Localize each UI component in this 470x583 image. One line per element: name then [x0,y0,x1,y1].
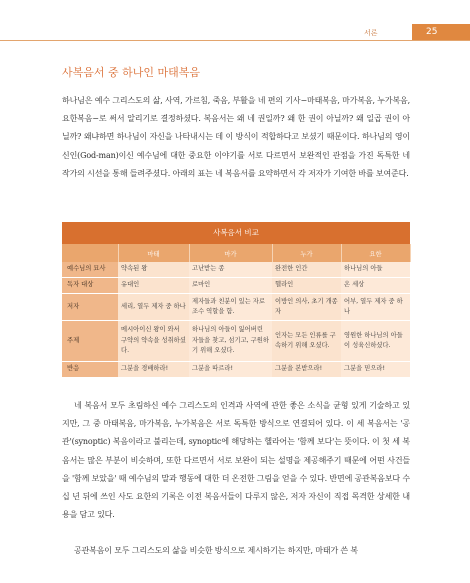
table-cell: 완전한 인간 [272,262,341,278]
table-row [62,321,410,362]
header-divider [0,40,470,41]
column-header-luke: 누가 [272,244,341,262]
table-cell: 세리, 열두 제자 중 하나 [118,294,189,321]
row-label: 저자 [62,294,118,321]
table-header-row [62,244,410,262]
table-cell: 온 세상 [341,278,410,294]
column-header-mark: 마가 [189,244,272,262]
table-cell: 그분을 본받으라! [272,362,341,378]
table-row [62,262,410,278]
table-row [62,362,410,378]
row-label: 독자 대상 [62,278,118,294]
table-cell: 제자들과 친분이 있는 자로 조수 역할을 함. [189,294,272,321]
table-cell: 헬라인 [272,278,341,294]
column-header-blank [62,244,118,262]
paragraph-synoptic: 네 복음서 모두 초림하신 예수 그리스도의 인격과 사역에 관한 좋은 소식을 균형 있게 기술하고 있지만, 그 중 마태복음, 마가복음, 누가복음은 서로 독특한 방식으로 연결되어 있다. 이 세 복음서는 '공관'(synoptic) 복음이라고 불리는데, synoptic에 해당하는 헬라어는 '함께 보다'는 뜻이다. 이 첫 세 복음서는 많은 부분이 비슷하며, 또한 다르면서 서로 보완이 되는 설명을 제공해주기 때문에 어떤 사건들을 '함께 보았을' 때 예수님의 말과 행동에 대한 더 온전한 그림을 얻을 수 있다. 반면에 공관복음보다 수십 년 뒤에 쓰인 사도 요한의 기록은 이전 복음서들이 다루지 않은, 저자 자신이 직접 목격한 상세한 내용을 담고 있다. [62,401,410,520]
table-row [62,278,410,294]
paragraph-continued: 공관복음이 모두 그리스도의 삶을 비슷한 방식으로 제시하기는 하지만, 마태가 쓴 복 [74,546,358,555]
table-cell: 이방인 의사, 초기 개종자 [272,294,341,321]
gospel-comparison-table [62,222,410,378]
table-title: 사복음서 비교 [62,222,410,244]
table-cell: 그분을 따르라! [189,362,272,378]
page-number: 25 [412,24,470,41]
table-cell: 메시아이신 왕이 와서 구약의 약속을 성취하셨다. [118,321,189,362]
running-head-section: 서론 [364,29,378,37]
table-cell: 영원한 하나님의 아들이 성육신하셨다. [341,321,410,362]
table-cell: 유대인 [118,278,189,294]
table-cell: 하나님의 아들이 잃어버린 자들을 찾고, 섬기고, 구원하기 위해 오셨다. [189,321,272,362]
table-cell: 인자는 모든 인류를 구속하기 위해 오셨다. [272,321,341,362]
table-cell: 그분을 경배하라! [118,362,189,378]
column-header-john: 요한 [341,244,410,262]
row-label: 주제 [62,321,118,362]
table-cell: 고난받는 종 [189,262,272,278]
table-cell: 로마인 [189,278,272,294]
table-cell: 그분을 믿으라! [341,362,410,378]
row-label: 반응 [62,362,118,378]
column-header-matthew: 마태 [118,244,189,262]
table-row [62,294,410,321]
table-cell: 하나님의 아들 [341,262,410,278]
section-title: 사복음서 중 하나인 마태복음 [62,66,201,79]
row-label: 예수님의 묘사 [62,262,118,278]
table-cell: 어부, 열두 제자 중 하나 [341,294,410,321]
paragraph-intro: 하나님은 예수 그리스도의 삶, 사역, 가르침, 죽음, 부활을 네 편의 기사−마태복음, 마가복음, 누가복음, 요한복음−로 써서 알리기로 결정하셨다. 복음서는 왜 네 권일까? 왜 한 권이 아닐까? 왜 일곱 권이 아닐까? 왜냐하면 하나님이 자신을 나타내시는 데 이 방식이 적합하다고 보셨기 때문이다. 하나님의 영이 신인(God-man)이신 예수님에 대한 중요한 이야기를 서로 다르면서 보완적인 관점을 가진 독특한 네 작가의 시선을 통해 들려주셨다. 아래의 표는 네 복음서를 요약하면서 각 저자가 기여한 바를 보여준다. [62,96,410,178]
table-cell: 약속된 왕 [118,262,189,278]
